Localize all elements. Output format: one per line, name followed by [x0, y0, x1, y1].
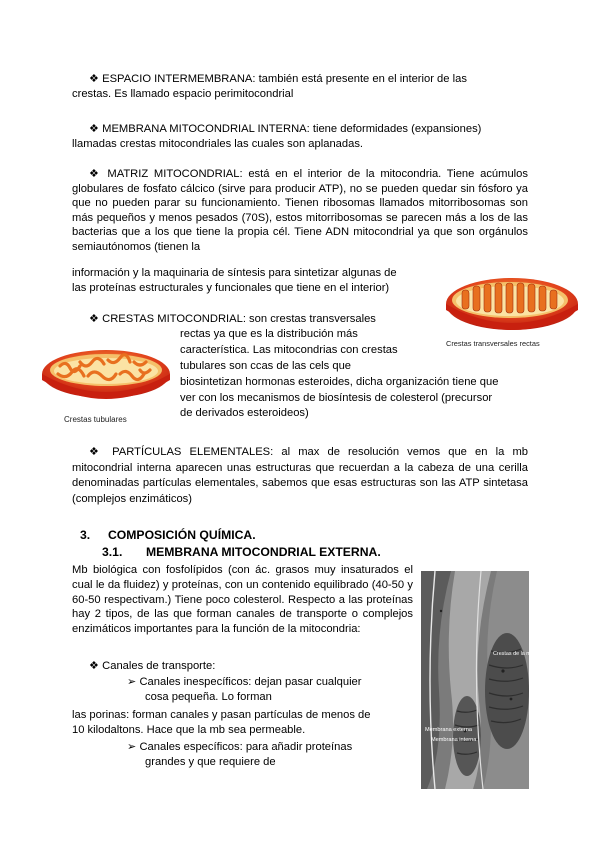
- section-3-1-title: MEMBRANA MITOCONDRIAL EXTERNA.: [146, 545, 381, 559]
- crestas-line-7: de derivados esteroideos): [180, 407, 309, 419]
- figure-caption-tubulares: Crestas tubulares: [64, 415, 127, 424]
- figure-crestas-tubulares: [36, 344, 176, 426]
- crestas-line-4: tubulares son ccas de las cels que: [180, 360, 352, 372]
- canales-inespecificos-line-2: cosa pequeña. Lo forman: [145, 691, 272, 703]
- canales-transporte-bullet: ❖ Canales de transporte:: [89, 660, 216, 672]
- section-3-1-number: 3.1.: [102, 545, 123, 559]
- espacio-intermembrana-line-2: crestas. Es llamado espacio perimitocondrial: [72, 88, 294, 100]
- micrograph-image: [421, 571, 555, 789]
- crestas-line-6: ver con los mecanismos de biosíntesis de colesterol (precursor: [180, 392, 493, 404]
- crestas-line-5: biosintetizan hormonas esteroides, dicha organización tiene que: [180, 376, 499, 388]
- matriz-line-b: las proteínas estructurales y funcionales que tiene en el interior): [72, 282, 390, 294]
- figure-crestas-transversales: [440, 270, 585, 352]
- canales-especificos-line-2: grandes y que requiere de: [145, 756, 276, 768]
- section-3-title: COMPOSICIÓN QUÍMICA.: [108, 528, 256, 542]
- electron-micrograph: [421, 571, 555, 789]
- canales-inespecificos-line-1: ➢ Canales inespecíficos: dejan pasar cualquier: [127, 676, 362, 688]
- matriz-mitocondrial-paragraph: ❖ MATRIZ MITOCONDRIAL: está en el interior de la mitocondria. Tiene acúmulos globulares de fosfato cálcico (sirve para producir ATP), no se pueden quedar sin fósforo ya que no pueden parar su funcionamiento. Tienen ribosomas llamados mitorribosomas son más pequeños y menos pesados (70S), estos mitorribosomas se parecen más a los de las bacterias que a los que tiene la propia cél. Tiene ADN mitocondrial ya que son orgánulos semiautónomos (tienen la: [72, 168, 528, 253]
- membrana-interna-line-2: llamadas crestas mitocondriales las cuales son aplanadas.: [72, 138, 364, 150]
- crestas-line-3: característica. Las mitocondrias con crestas: [180, 344, 398, 356]
- canales-especificos-line-1: ➢ Canales específicos: para añadir proteínas: [127, 741, 353, 753]
- mitochondrion-transversal-illustration: [440, 270, 585, 352]
- micrograph-label-crestas: Crestas de la mitocondria: [493, 651, 555, 657]
- membrana-interna-line-1: ❖ MEMBRANA MITOCONDRIAL INTERNA: tiene deformidades (expansiones): [89, 123, 482, 135]
- crestas-line-1: ❖ CRESTAS MITOCONDRIAL: son crestas transversales: [89, 313, 376, 325]
- espacio-intermembrana-line-1: ❖ ESPACIO INTERMEMBRANA: también está presente en el interior de las: [89, 73, 467, 85]
- membrana-externa-paragraph: Mb biológica con fosfolípidos (con ác. grasos muy insaturados el cual le da fluidez) y proteínas, con un contenido equilibrado (40-50 y 60-50 respectivam.) Tiene poco colesterol. Respecto a las proteínas hay 2 tipos, de las que forman canales de transporte o complejos enzimáticos importantes para la función de la mitocondria:: [72, 564, 413, 636]
- particulas-elementales-paragraph: ❖ PARTÍCULAS ELEMENTALES: al max de resolución vemos que en la mb mitocondrial interna aparecen unas estructuras que recuerdan a la cabeza de una cerilla denominadas partículas elementales, sabemos que esas estructuras son las ATP sintetasa (complejos enzimáticos): [72, 446, 528, 505]
- micrograph-label-externa: Membrana externa: [425, 727, 472, 733]
- mitochondrion-tubular-illustration: [36, 344, 176, 426]
- figure-caption-transversales: Crestas transversales rectas: [446, 339, 540, 348]
- matriz-line-a: información y la maquinaria de síntesis para sintetizar algunas de: [72, 267, 397, 279]
- section-3-number: 3.: [80, 528, 91, 542]
- porinas-line-2: 10 kilodaltons. Hace que la mb sea permeable.: [72, 724, 306, 736]
- crestas-line-2: rectas ya que es la distribución más: [180, 328, 358, 340]
- micrograph-label-interna: Membrana interna: [431, 737, 477, 743]
- porinas-line-1: las porinas: forman canales y pasan partículas de menos de: [72, 709, 371, 721]
